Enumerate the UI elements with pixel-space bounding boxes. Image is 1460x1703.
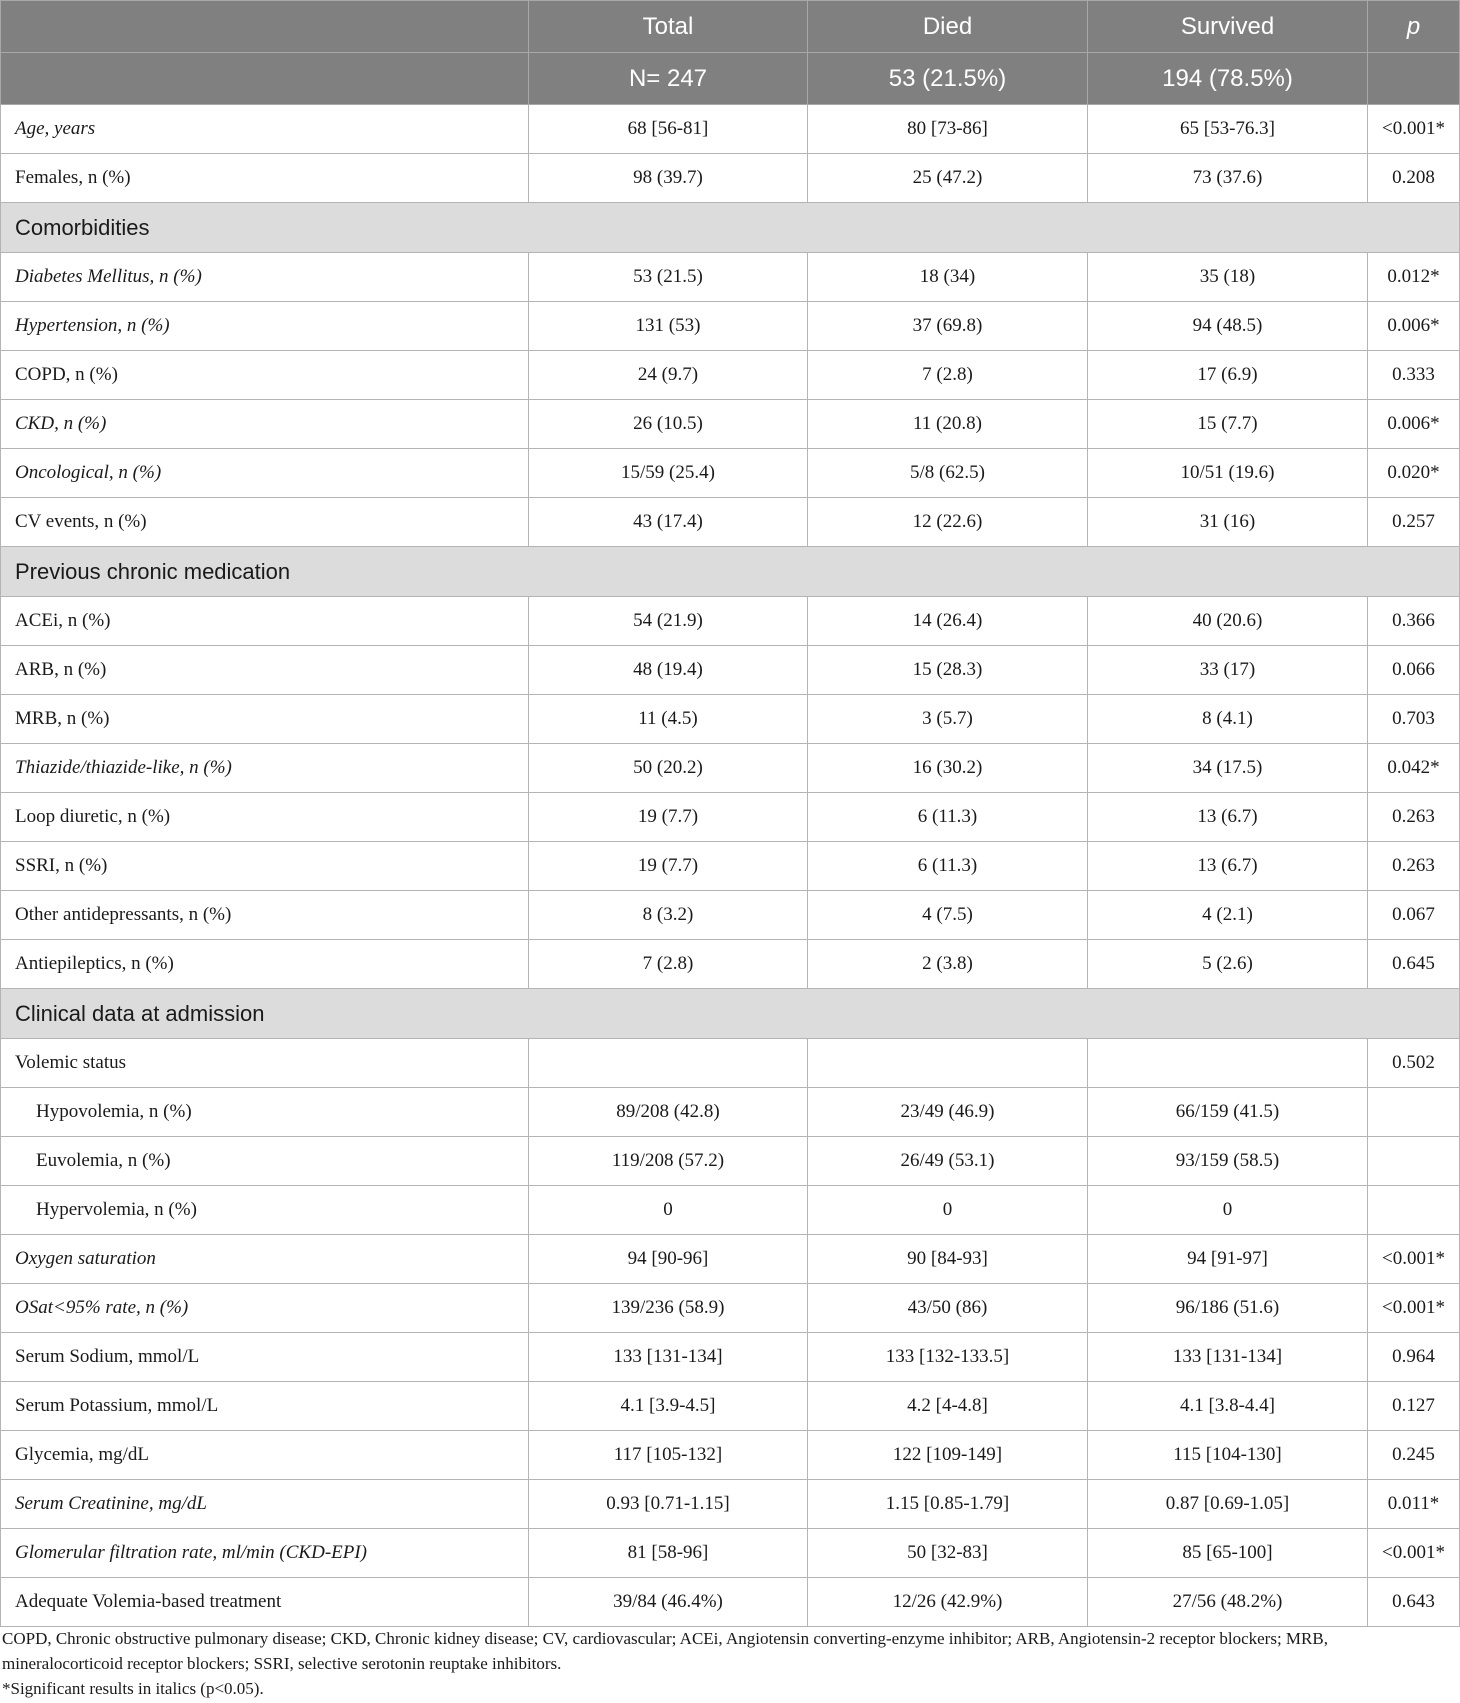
- row-label: CKD, n (%): [1, 400, 529, 449]
- cell-p-value: 0.012*: [1368, 253, 1460, 302]
- row-label: Thiazide/thiazide-like, n (%): [1, 744, 529, 793]
- cell-survived: 8 (4.1): [1088, 695, 1368, 744]
- table-row: [1, 400, 1460, 449]
- cell-died: 43/50 (86): [808, 1284, 1088, 1333]
- row-label: ARB, n (%): [1, 646, 529, 695]
- cell-p-value: <0.001*: [1368, 1529, 1460, 1578]
- cell-died: 2 (3.8): [808, 940, 1088, 989]
- table-row: [1, 1529, 1460, 1578]
- cell-survived: 5 (2.6): [1088, 940, 1368, 989]
- table-row: [1, 253, 1460, 302]
- cell-total: 0.93 [0.71-1.15]: [529, 1480, 808, 1529]
- cell-total: 81 [58-96]: [529, 1529, 808, 1578]
- cell-survived: 40 (20.6): [1088, 597, 1368, 646]
- cell-total: 98 (39.7): [529, 154, 808, 203]
- row-label: Glycemia, mg/dL: [1, 1431, 529, 1480]
- section-header-row: [1, 203, 1460, 253]
- cell-p-value: 0.257: [1368, 498, 1460, 547]
- table-row: [1, 1431, 1460, 1480]
- header-total-n: N= 247: [529, 53, 808, 105]
- cell-total: 117 [105-132]: [529, 1431, 808, 1480]
- row-label: MRB, n (%): [1, 695, 529, 744]
- row-label: Diabetes Mellitus, n (%): [1, 253, 529, 302]
- table-row: [1, 1480, 1460, 1529]
- cell-p-value: 0.333: [1368, 351, 1460, 400]
- cell-total: 8 (3.2): [529, 891, 808, 940]
- cell-died: 6 (11.3): [808, 842, 1088, 891]
- cell-total: 26 (10.5): [529, 400, 808, 449]
- cell-p-value: 0.263: [1368, 793, 1460, 842]
- header-row-counts: [1, 53, 1460, 105]
- cell-p-value: 0.067: [1368, 891, 1460, 940]
- cell-died: 90 [84-93]: [808, 1235, 1088, 1284]
- cell-survived: 27/56 (48.2%): [1088, 1578, 1368, 1627]
- table-footnotes: [2, 1626, 1452, 1701]
- cell-total: 7 (2.8): [529, 940, 808, 989]
- cell-survived: 115 [104-130]: [1088, 1431, 1368, 1480]
- cell-died: 15 (28.3): [808, 646, 1088, 695]
- cell-total: 4.1 [3.9-4.5]: [529, 1382, 808, 1431]
- header-died-n: 53 (21.5%): [808, 53, 1088, 105]
- row-label: Hypervolemia, n (%): [1, 1186, 529, 1235]
- cell-died: 0: [808, 1186, 1088, 1235]
- cell-total: 43 (17.4): [529, 498, 808, 547]
- cell-total: 53 (21.5): [529, 253, 808, 302]
- row-label: CV events, n (%): [1, 498, 529, 547]
- row-label: COPD, n (%): [1, 351, 529, 400]
- cell-died: 80 [73-86]: [808, 105, 1088, 154]
- cell-total: 19 (7.7): [529, 842, 808, 891]
- cell-survived: 31 (16): [1088, 498, 1368, 547]
- row-label: Glomerular filtration rate, ml/min (CKD-EPI): [1, 1529, 529, 1578]
- row-label: Age, years: [1, 105, 529, 154]
- table-row: [1, 498, 1460, 547]
- cell-died: 3 (5.7): [808, 695, 1088, 744]
- table-row: [1, 1333, 1460, 1382]
- cell-p-value: 0.703: [1368, 695, 1460, 744]
- row-label: Oncological, n (%): [1, 449, 529, 498]
- cell-died: 16 (30.2): [808, 744, 1088, 793]
- header-p-value: p: [1368, 1, 1460, 53]
- row-label: ACEi, n (%): [1, 597, 529, 646]
- table-row: [1, 1039, 1460, 1088]
- header-survived: Survived: [1088, 1, 1368, 53]
- cell-total: 24 (9.7): [529, 351, 808, 400]
- footnote-abbreviations: COPD, Chronic obstructive pulmonary disease; CKD, Chronic kidney disease; CV, cardiovascular; ACEi, Angiotensin converting-enzyme inhibitor; ARB, Angiotensin-2 receptor blockers; MRB, mineralocorticoid receptor blockers; SSRI, selective serotonin reuptake inhibitors.: [2, 1629, 1328, 1673]
- cell-total: 54 (21.9): [529, 597, 808, 646]
- cell-p-value: [1368, 1137, 1460, 1186]
- header-p-empty: [1368, 53, 1460, 105]
- cell-died: 4 (7.5): [808, 891, 1088, 940]
- row-label: Other antidepressants, n (%): [1, 891, 529, 940]
- cell-survived: 33 (17): [1088, 646, 1368, 695]
- cell-survived: 35 (18): [1088, 253, 1368, 302]
- table-row: [1, 449, 1460, 498]
- cell-total: 94 [90-96]: [529, 1235, 808, 1284]
- table-row: [1, 1088, 1460, 1137]
- cell-survived: 94 [91-97]: [1088, 1235, 1368, 1284]
- cell-survived: [1088, 1039, 1368, 1088]
- cell-p-value: 0.645: [1368, 940, 1460, 989]
- cell-p-value: 0.020*: [1368, 449, 1460, 498]
- cell-p-value: 0.127: [1368, 1382, 1460, 1431]
- cell-p-value: 0.006*: [1368, 400, 1460, 449]
- cell-survived: 65 [53-76.3]: [1088, 105, 1368, 154]
- cell-died: 5/8 (62.5): [808, 449, 1088, 498]
- cell-total: 139/236 (58.9): [529, 1284, 808, 1333]
- row-label: OSat<95% rate, n (%): [1, 1284, 529, 1333]
- table-row: [1, 842, 1460, 891]
- row-label: Serum Creatinine, mg/dL: [1, 1480, 529, 1529]
- cell-died: 37 (69.8): [808, 302, 1088, 351]
- table-row: [1, 744, 1460, 793]
- cell-p-value: 0.245: [1368, 1431, 1460, 1480]
- table-row: [1, 793, 1460, 842]
- cell-survived: 10/51 (19.6): [1088, 449, 1368, 498]
- cell-total: 19 (7.7): [529, 793, 808, 842]
- cell-survived: 85 [65-100]: [1088, 1529, 1368, 1578]
- section-header-row: [1, 547, 1460, 597]
- section-header-row: [1, 989, 1460, 1039]
- header-empty-cell: [1, 53, 529, 105]
- table-row: [1, 1578, 1460, 1627]
- cell-p-value: 0.006*: [1368, 302, 1460, 351]
- table-row: [1, 597, 1460, 646]
- cell-p-value: 0.042*: [1368, 744, 1460, 793]
- section-title: Clinical data at admission: [1, 989, 1460, 1039]
- header-total: Total: [529, 1, 808, 53]
- row-label: Antiepileptics, n (%): [1, 940, 529, 989]
- cell-survived: 34 (17.5): [1088, 744, 1368, 793]
- cell-p-value: [1368, 1088, 1460, 1137]
- cell-p-value: 0.366: [1368, 597, 1460, 646]
- table-row: [1, 695, 1460, 744]
- row-label: Females, n (%): [1, 154, 529, 203]
- row-label: Oxygen saturation: [1, 1235, 529, 1284]
- cell-died: 7 (2.8): [808, 351, 1088, 400]
- table-row: [1, 1186, 1460, 1235]
- row-label: Hypertension, n (%): [1, 302, 529, 351]
- cell-survived: 66/159 (41.5): [1088, 1088, 1368, 1137]
- cell-survived: 93/159 (58.5): [1088, 1137, 1368, 1186]
- cell-died: 133 [132-133.5]: [808, 1333, 1088, 1382]
- table-row: [1, 1284, 1460, 1333]
- table-row: [1, 351, 1460, 400]
- cell-died: 26/49 (53.1): [808, 1137, 1088, 1186]
- cell-died: 11 (20.8): [808, 400, 1088, 449]
- row-label: SSRI, n (%): [1, 842, 529, 891]
- section-title: Previous chronic medication: [1, 547, 1460, 597]
- cell-p-value: 0.502: [1368, 1039, 1460, 1088]
- cell-died: [808, 1039, 1088, 1088]
- cell-total: 39/84 (46.4%): [529, 1578, 808, 1627]
- cell-survived: 4 (2.1): [1088, 891, 1368, 940]
- row-label: Loop diuretic, n (%): [1, 793, 529, 842]
- row-label: Serum Potassium, mmol/L: [1, 1382, 529, 1431]
- cell-total: [529, 1039, 808, 1088]
- cell-died: 12 (22.6): [808, 498, 1088, 547]
- header-survived-n: 194 (78.5%): [1088, 53, 1368, 105]
- cell-survived: 13 (6.7): [1088, 793, 1368, 842]
- table-row: [1, 154, 1460, 203]
- cell-total: 15/59 (25.4): [529, 449, 808, 498]
- row-label: Serum Sodium, mmol/L: [1, 1333, 529, 1382]
- cell-died: 23/49 (46.9): [808, 1088, 1088, 1137]
- cell-survived: 15 (7.7): [1088, 400, 1368, 449]
- cell-p-value: <0.001*: [1368, 105, 1460, 154]
- cell-survived: 133 [131-134]: [1088, 1333, 1368, 1382]
- cell-died: 122 [109-149]: [808, 1431, 1088, 1480]
- cell-p-value: [1368, 1186, 1460, 1235]
- cell-total: 133 [131-134]: [529, 1333, 808, 1382]
- cell-survived: 0: [1088, 1186, 1368, 1235]
- section-title: Comorbidities: [1, 203, 1460, 253]
- row-label: Euvolemia, n (%): [1, 1137, 529, 1186]
- row-label: Volemic status: [1, 1039, 529, 1088]
- cell-survived: 17 (6.9): [1088, 351, 1368, 400]
- cell-survived: 0.87 [0.69-1.05]: [1088, 1480, 1368, 1529]
- cell-total: 131 (53): [529, 302, 808, 351]
- cell-died: 25 (47.2): [808, 154, 1088, 203]
- cell-total: 48 (19.4): [529, 646, 808, 695]
- cell-p-value: <0.001*: [1368, 1284, 1460, 1333]
- table-row: [1, 1382, 1460, 1431]
- table-row: [1, 302, 1460, 351]
- cell-p-value: 0.066: [1368, 646, 1460, 695]
- header-empty-cell: [1, 1, 529, 53]
- cell-survived: 94 (48.5): [1088, 302, 1368, 351]
- cell-p-value: 0.643: [1368, 1578, 1460, 1627]
- cell-total: 119/208 (57.2): [529, 1137, 808, 1186]
- table-row: [1, 940, 1460, 989]
- table-row: [1, 105, 1460, 154]
- cell-p-value: 0.208: [1368, 154, 1460, 203]
- cell-total: 0: [529, 1186, 808, 1235]
- cell-total: 89/208 (42.8): [529, 1088, 808, 1137]
- cell-p-value: <0.001*: [1368, 1235, 1460, 1284]
- cell-died: 6 (11.3): [808, 793, 1088, 842]
- table-body: [1, 105, 1460, 1627]
- cell-survived: 73 (37.6): [1088, 154, 1368, 203]
- cell-survived: 96/186 (51.6): [1088, 1284, 1368, 1333]
- table-row: [1, 1235, 1460, 1284]
- cell-p-value: 0.011*: [1368, 1480, 1460, 1529]
- cell-p-value: 0.964: [1368, 1333, 1460, 1382]
- table-row: [1, 1137, 1460, 1186]
- row-label: Adequate Volemia-based treatment: [1, 1578, 529, 1627]
- table-row: [1, 891, 1460, 940]
- cell-died: 18 (34): [808, 253, 1088, 302]
- cell-total: 11 (4.5): [529, 695, 808, 744]
- header-died: Died: [808, 1, 1088, 53]
- cell-survived: 13 (6.7): [1088, 842, 1368, 891]
- cell-died: 4.2 [4-4.8]: [808, 1382, 1088, 1431]
- cell-survived: 4.1 [3.8-4.4]: [1088, 1382, 1368, 1431]
- cell-died: 50 [32-83]: [808, 1529, 1088, 1578]
- cell-p-value: 0.263: [1368, 842, 1460, 891]
- cell-total: 68 [56-81]: [529, 105, 808, 154]
- cell-died: 12/26 (42.9%): [808, 1578, 1088, 1627]
- cell-died: 14 (26.4): [808, 597, 1088, 646]
- table-row: [1, 646, 1460, 695]
- cell-died: 1.15 [0.85-1.79]: [808, 1480, 1088, 1529]
- cell-total: 50 (20.2): [529, 744, 808, 793]
- footnote-significance: *Significant results in italics (p<0.05).: [2, 1679, 264, 1698]
- row-label: Hypovolemia, n (%): [1, 1088, 529, 1137]
- header-row-groups: [1, 1, 1460, 53]
